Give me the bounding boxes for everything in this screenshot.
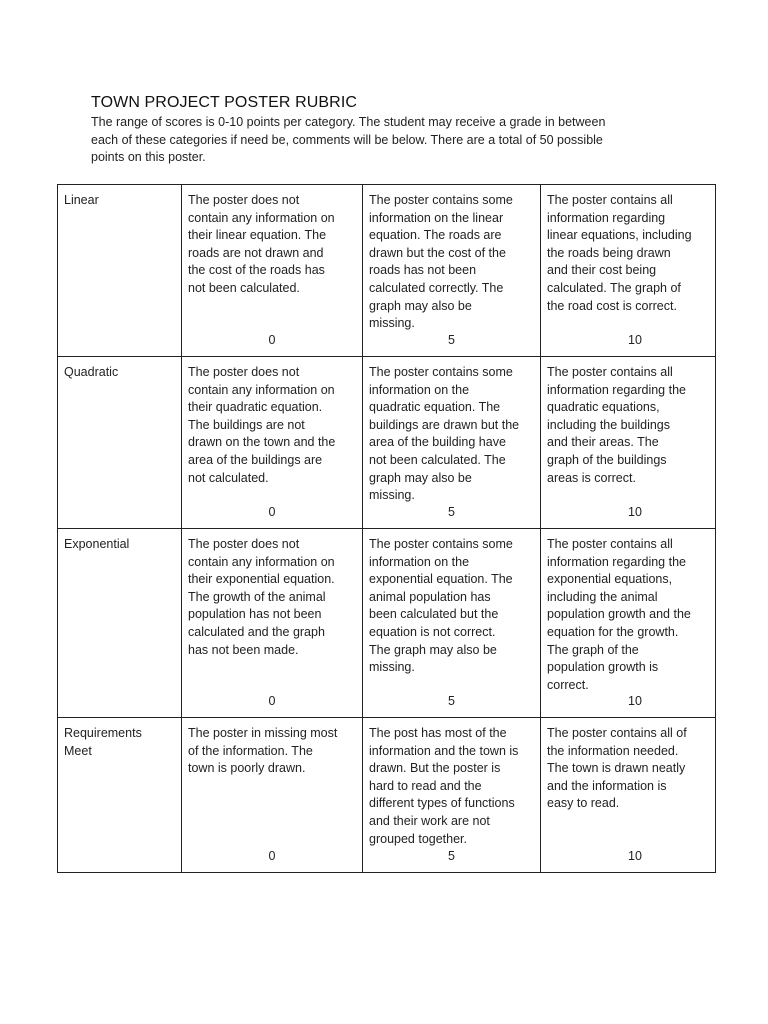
criteria-description-line: contain any information on (188, 554, 335, 569)
criteria-description-line: and their cost being (547, 263, 657, 278)
criteria-description-line: contain any information on (188, 210, 335, 225)
criteria-description-line: the road cost is correct. (547, 298, 677, 313)
score-value: 5 (448, 694, 455, 708)
criteria-description (188, 725, 357, 778)
criteria-description-line: The poster contains some (369, 537, 513, 551)
criteria-description-line: population growth and the (547, 607, 691, 622)
criteria-description-line: and their work are not (369, 813, 490, 828)
score-value: 10 (628, 333, 642, 347)
criteria-description-line: The poster contains all (547, 537, 673, 551)
category-label (64, 725, 176, 760)
criteria-description-line: graph may also be (369, 298, 472, 313)
rubric-table (57, 184, 716, 873)
criteria-description-line: The graph may also be (369, 642, 497, 657)
criteria-description-line: hard to read and the (369, 778, 482, 793)
criteria-description (547, 725, 710, 813)
criteria-description-line: easy to read. (547, 796, 620, 811)
criteria-cell (541, 357, 716, 529)
criteria-description-line: the roads being drawn (547, 245, 671, 260)
score-value: 0 (268, 505, 276, 519)
criteria-cell (182, 529, 363, 718)
rubric-table-body (58, 185, 716, 873)
category-label-line: Meet (64, 743, 92, 758)
category-label (64, 364, 176, 382)
criteria-description-line: different types of functions (369, 796, 515, 811)
score-value: 0 (268, 849, 276, 863)
criteria-description-line: drawn on the town and the (188, 435, 336, 450)
criteria-description-line: not been calculated. (188, 280, 300, 295)
criteria-description-line: the cost of the roads has (188, 263, 325, 278)
criteria-description-line: missing. (369, 488, 415, 503)
criteria-cell (363, 185, 541, 357)
category-label-line: Quadratic (64, 365, 119, 379)
score-value: 10 (628, 694, 642, 708)
criteria-description-line: their exponential equation. (188, 572, 335, 587)
criteria-description-line: The poster contains all (547, 365, 673, 379)
criteria-description-line: grouped together. (369, 831, 467, 846)
category-label-line: Exponential (64, 537, 130, 551)
criteria-description-line: The poster does not (188, 193, 300, 207)
criteria-description-line: calculated correctly. The (369, 280, 504, 295)
score-value: 10 (628, 505, 642, 519)
category-cell (58, 529, 182, 718)
score-value: 0 (268, 333, 276, 347)
intro-line: each of these categories if need be, comments will be below. There are a total of 50 possible (91, 132, 603, 147)
criteria-description-line: including the animal (547, 589, 658, 604)
criteria-description-line: The buildings are not (188, 417, 305, 432)
table-row (58, 718, 716, 873)
criteria-description-line: information regarding (547, 210, 666, 225)
score-value: 5 (448, 849, 455, 863)
criteria-cell (541, 529, 716, 718)
criteria-description-line: area of the buildings are (188, 452, 323, 467)
criteria-cell (541, 718, 716, 873)
criteria-cell (182, 718, 363, 873)
score-value: 5 (448, 333, 455, 347)
table-row (58, 185, 716, 357)
criteria-description (369, 725, 535, 848)
criteria-description-line: drawn. But the poster is (369, 761, 501, 776)
criteria-description-line: and their areas. The (547, 435, 659, 450)
criteria-description-line: linear equations, including (547, 228, 692, 243)
criteria-cell (541, 185, 716, 357)
score-value: 0 (268, 694, 276, 708)
criteria-description-line: information on the linear (369, 210, 504, 225)
criteria-description-line: equation for the growth. (547, 624, 679, 639)
criteria-description-line: exponential equations, (547, 572, 673, 587)
criteria-description-line: town is poorly drawn. (188, 761, 306, 776)
category-cell (58, 357, 182, 529)
criteria-description-line: The town is drawn neatly (547, 761, 686, 776)
category-cell (58, 185, 182, 357)
criteria-description-line: calculated and the graph (188, 624, 325, 639)
criteria-description-line: equation. The roads are (369, 228, 502, 243)
criteria-description-line: information on the (369, 382, 470, 397)
criteria-description-line: population has not been (188, 607, 322, 622)
criteria-description-line: their quadratic equation. (188, 400, 323, 415)
table-row (58, 529, 716, 718)
criteria-description (547, 536, 710, 694)
intro-line: points on this poster. (91, 150, 206, 164)
score-value: 10 (628, 849, 642, 863)
criteria-description-line: animal population has (369, 589, 491, 604)
criteria-description (188, 536, 357, 659)
criteria-description-line: calculated. The graph of (547, 280, 681, 295)
criteria-description-line: population growth is (547, 660, 659, 675)
criteria-description-line: quadratic equation. The (369, 400, 501, 415)
criteria-description-line: roads has not been (369, 263, 477, 278)
criteria-description (369, 364, 535, 505)
criteria-description-line: their linear equation. The (188, 228, 327, 243)
criteria-description-line: graph may also be (369, 470, 472, 485)
criteria-description-line: The poster in missing most (188, 726, 338, 740)
criteria-description-line: graph of the buildings (547, 452, 667, 467)
intro-paragraph (91, 114, 681, 167)
criteria-description-line: buildings are drawn but the (369, 417, 520, 432)
score-value: 5 (448, 505, 455, 519)
criteria-description-line: not calculated. (188, 470, 269, 485)
criteria-description-line: been calculated but the (369, 607, 499, 622)
criteria-description-line: of the information. The (188, 743, 313, 758)
criteria-description-line: the information needed. (547, 743, 679, 758)
criteria-description-line: roads are not drawn and (188, 245, 324, 260)
criteria-description-line: The poster does not (188, 537, 300, 551)
criteria-description-line: correct. (547, 677, 589, 692)
category-label-line: Linear (64, 193, 99, 207)
criteria-description-line: The poster contains some (369, 193, 513, 207)
criteria-description-line: missing. (369, 316, 415, 331)
criteria-description (547, 192, 710, 315)
category-label (64, 536, 176, 554)
criteria-description-line: areas is correct. (547, 470, 636, 485)
criteria-description-line: The poster contains all of (547, 726, 687, 740)
criteria-description-line: has not been made. (188, 642, 299, 657)
criteria-description-line: The poster contains some (369, 365, 513, 379)
criteria-description-line: missing. (369, 660, 415, 675)
criteria-description-line: The poster does not (188, 365, 300, 379)
criteria-description-line: The graph of the (547, 642, 639, 657)
criteria-description (547, 364, 710, 487)
criteria-description-line: not been calculated. The (369, 452, 506, 467)
criteria-description-line: equation is not correct. (369, 624, 496, 639)
table-row (58, 357, 716, 529)
criteria-description-line: quadratic equations, (547, 400, 660, 415)
category-label-line: Requirements (64, 726, 142, 740)
criteria-cell (182, 185, 363, 357)
criteria-description-line: The poster contains all (547, 193, 673, 207)
criteria-description-line: information regarding the (547, 554, 686, 569)
criteria-description-line: The growth of the animal (188, 589, 326, 604)
criteria-description (369, 536, 535, 677)
criteria-cell (363, 529, 541, 718)
category-label (64, 192, 176, 210)
criteria-cell (363, 718, 541, 873)
criteria-description-line: including the buildings (547, 417, 671, 432)
criteria-description-line: area of the building have (369, 435, 506, 450)
criteria-description-line: contain any information on (188, 382, 335, 397)
criteria-description (188, 192, 357, 298)
intro-line: The range of scores is 0-10 points per category. The student may receive a grade in between (91, 115, 606, 129)
criteria-description (369, 192, 535, 333)
criteria-cell (182, 357, 363, 529)
criteria-description-line: information on the (369, 554, 470, 569)
category-cell (58, 718, 182, 873)
criteria-description-line: The post has most of the (369, 726, 507, 740)
criteria-description-line: information and the town is (369, 743, 519, 758)
page-title: TOWN PROJECT POSTER RUBRIC (91, 94, 358, 111)
criteria-description-line: exponential equation. The (369, 572, 513, 587)
criteria-description-line: drawn but the cost of the (369, 245, 506, 260)
criteria-description (188, 364, 357, 487)
criteria-cell (363, 357, 541, 529)
criteria-description-line: information regarding the (547, 382, 686, 397)
criteria-description-line: and the information is (547, 778, 667, 793)
